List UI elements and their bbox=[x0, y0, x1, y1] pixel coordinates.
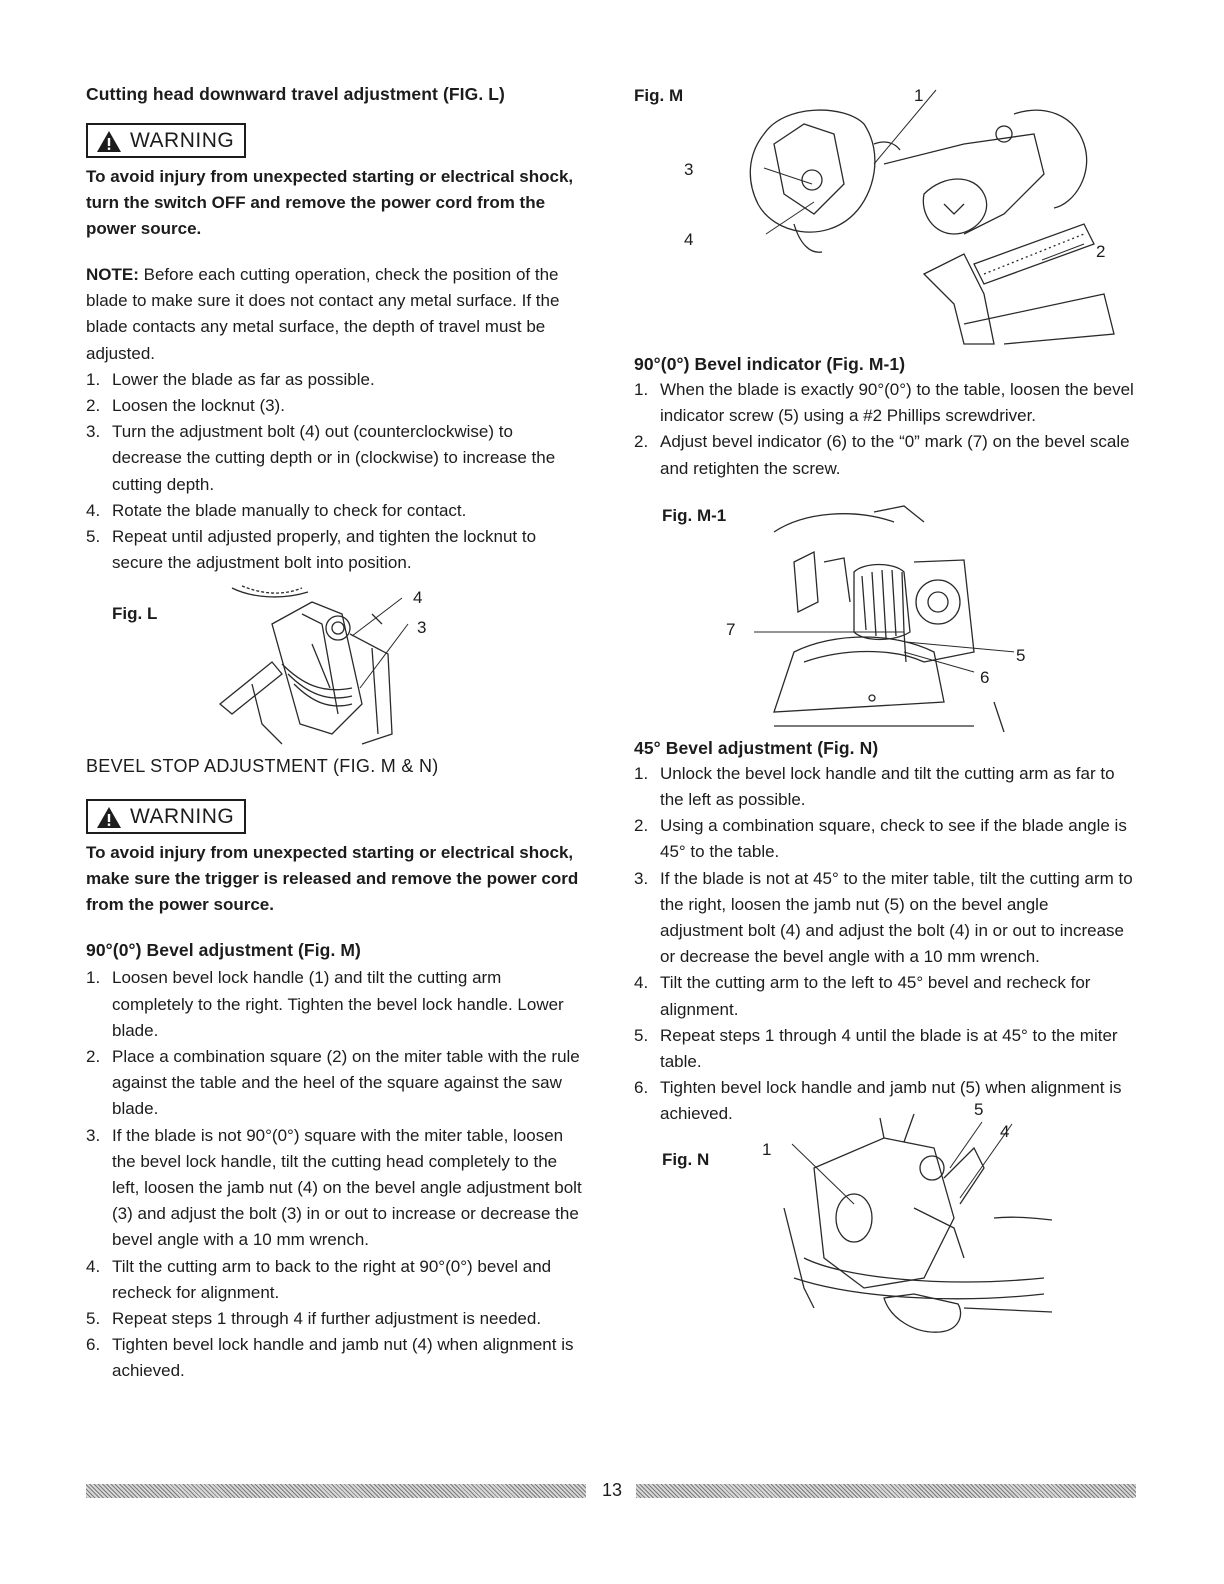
figure-n-callout-5: 5 bbox=[974, 1099, 984, 1119]
list-item: 1. When the blade is exactly 90°(0°) to the table, loosen the bevel indicator screw (5) using a #2 Phillips screwdriver. bbox=[634, 380, 1134, 426]
figure-m1 bbox=[634, 502, 1134, 738]
warning-triangle-icon bbox=[96, 806, 122, 829]
figure-m-callout-1: 1 bbox=[914, 86, 924, 105]
list-item: 3. If the blade is not at 45° to the miter table, tilt the cutting arm to the right, loosen the jamb nut (5) on the bevel angle adjustment bolt (4) and adjust the bolt (4) in or out to increase or decrease the bevel angle with a 10 mm wrench. bbox=[634, 868, 1133, 967]
bevel-45-steps bbox=[634, 761, 1134, 1128]
section-title-90-bevel-adjustment: 90°(0°) Bevel adjustment (Fig. M) bbox=[86, 940, 361, 961]
warning-text: To avoid injury from unexpected starting or electrical shock, turn the switch OFF and remove the power cord from the power source. bbox=[86, 167, 574, 238]
note-text: Before each cutting operation, check the position of the blade to make sure it does not contact any metal surface. If the blade contacts any metal surface, the depth of travel must be adjusted. bbox=[86, 265, 560, 363]
figure-m1-callout-7: 7 bbox=[726, 619, 736, 639]
figure-m bbox=[634, 84, 1134, 354]
footer-bar-right bbox=[636, 1484, 1136, 1498]
note-paragraph bbox=[86, 262, 586, 367]
warning-text: To avoid injury from unexpected starting or electrical shock, make sure the trigger is released and remove the power cord from the power source. bbox=[86, 843, 579, 915]
list-item: 6. Tighten bevel lock handle and jamb nut (5) when alignment is achieved. bbox=[634, 1078, 1122, 1124]
list-item: 5. Repeat steps 1 through 4 until the blade is at 45° to the miter table. bbox=[634, 1025, 1118, 1072]
figure-m-callout-4: 4 bbox=[684, 230, 694, 249]
figure-n-callout-1: 1 bbox=[762, 1139, 772, 1159]
list-item: 4. Tilt the cutting arm to back to the right at 90°(0°) bevel and recheck for alignment. bbox=[86, 1256, 552, 1302]
warning-label: WARNING bbox=[130, 129, 235, 152]
list-item: 2. Using a combination square, check to see if the blade angle is 45° to the table. bbox=[634, 816, 1127, 862]
list-item: 1. Lower the blade as far as possible. bbox=[86, 369, 375, 389]
left-column bbox=[86, 84, 586, 1385]
section-title-45-bevel-adjustment: 45° Bevel adjustment (Fig. N) bbox=[634, 737, 879, 758]
page-number: 13 bbox=[601, 1480, 623, 1500]
footer-bar-left bbox=[86, 1484, 586, 1498]
right-column bbox=[634, 84, 1134, 1358]
warning-box bbox=[86, 123, 246, 158]
figure-l-label: Fig. L bbox=[112, 604, 158, 624]
list-item: 5. Repeat steps 1 through 4 if further adjustment is needed. bbox=[86, 1309, 542, 1329]
figure-l bbox=[86, 584, 586, 752]
figure-n-callout-4: 4 bbox=[1000, 1121, 1010, 1141]
section-title-downward-travel: Cutting head downward travel adjustment (FIG. L) bbox=[86, 84, 505, 104]
figure-n-label: Fig. N bbox=[662, 1149, 710, 1169]
downward-travel-steps bbox=[86, 367, 586, 577]
list-item: 4. Rotate the blade manually to check for contact. bbox=[86, 500, 467, 520]
figure-m-label: Fig. M bbox=[634, 86, 684, 105]
list-item: 2. Adjust bevel indicator (6) to the “0” mark (7) on the bevel scale and retighten the screw. bbox=[634, 432, 1130, 478]
list-item: 3. If the blade is not 90°(0°) square with the miter table, loosen the bevel lock handle, tilt the cutting head completely to the left, loosen the jamb nut (4) on the bevel angle adjustment bolt (3) and adjust the bolt (3) in or out to increase or decrease the bevel angle with a 10 mm wrench. bbox=[86, 1125, 582, 1250]
warning-label: WARNING bbox=[130, 805, 235, 829]
section-title-bevel-indicator: 90°(0°) Bevel indicator (Fig. M-1) bbox=[634, 354, 906, 374]
list-item: 1. Loosen bevel lock handle (1) and tilt the cutting arm completely to the right. Tighten the bevel lock handle. Lower blade. bbox=[86, 968, 564, 1040]
figure-m1-illustration bbox=[754, 502, 1014, 738]
figure-l-callout-4: 4 bbox=[413, 588, 423, 608]
list-item: 4. Tilt the cutting arm to the left to 45° bevel and recheck for alignment. bbox=[634, 973, 1091, 1019]
warning-box bbox=[86, 799, 246, 834]
figure-n-illustration bbox=[764, 1108, 1054, 1338]
list-item: 2. Loosen the locknut (3). bbox=[86, 396, 285, 416]
figure-m-callout-3: 3 bbox=[684, 160, 694, 179]
section-title-bevel-stop: BEVEL STOP ADJUSTMENT (FIG. M & N) bbox=[86, 756, 439, 777]
list-item: 1. Unlock the bevel lock handle and tilt the cutting arm as far to the left as possible. bbox=[634, 763, 1115, 810]
list-item: 5. Repeat until adjusted properly, and tighten the locknut to secure the adjustment bolt into position. bbox=[86, 527, 537, 573]
figure-m-callout-2: 2 bbox=[1096, 242, 1106, 261]
list-item: 3. Turn the adjustment bolt (4) out (counterclockwise) to decrease the cutting depth or in (clockwise) to increase the cutting depth. bbox=[86, 422, 556, 494]
figure-m1-label: Fig. M-1 bbox=[662, 505, 727, 525]
figure-m-illustration bbox=[704, 84, 1124, 354]
figure-l-illustration bbox=[212, 584, 452, 752]
bevel-adjustment-steps bbox=[86, 965, 586, 1384]
list-item: 2. Place a combination square (2) on the miter table with the rule against the table and the heel of the square against the saw blade. bbox=[86, 1047, 580, 1119]
figure-m1-callout-5: 5 bbox=[1016, 645, 1026, 665]
bevel-indicator-steps bbox=[634, 377, 1134, 482]
list-item: 6. Tighten bevel lock handle and jamb nut (4) when alignment is achieved. bbox=[86, 1335, 574, 1381]
note-label: NOTE: bbox=[86, 265, 139, 284]
warning-triangle-icon bbox=[96, 130, 122, 153]
figure-m1-callout-6: 6 bbox=[980, 667, 990, 687]
figure-l-callout-3: 3 bbox=[417, 618, 427, 638]
